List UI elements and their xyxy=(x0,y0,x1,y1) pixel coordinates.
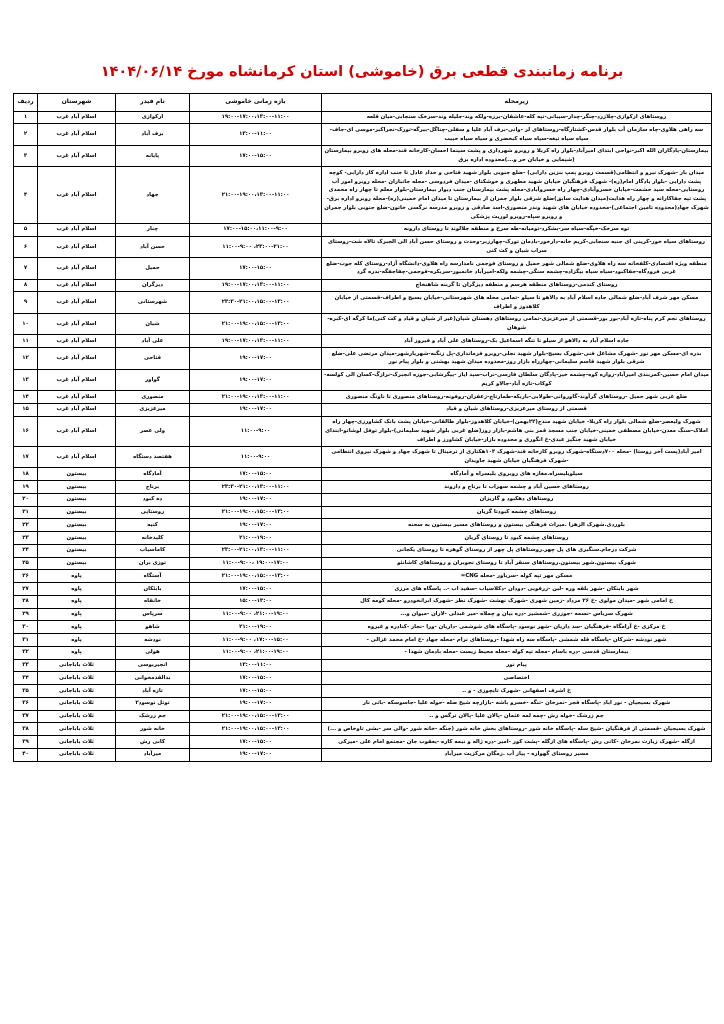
cell-outage-time: ۱۷:۰۰-۱۵:۰۰ xyxy=(190,736,322,749)
cell-city: اسلام آباد غرب xyxy=(38,313,116,335)
cell-feeder-name: علی آباد xyxy=(116,335,190,348)
table-row xyxy=(14,608,712,621)
cell-row-number: ۲۱ xyxy=(14,506,38,519)
table-row xyxy=(14,710,712,723)
table-row xyxy=(14,348,712,370)
cell-row-number: ۳۳ xyxy=(14,659,38,672)
cell-outage-time: ۱۱:۰۰-۹:۰۰ xyxy=(190,416,322,446)
cell-area: ضلع غربی شهر حمیل -روستاهای گرآوند-گاوروانی-طولابی-باربکه-طمارتاچ-زعفران-روفونه-روستاهای منصوری تا ناونگ منصوری xyxy=(322,391,712,404)
cell-row-number: ۲۳ xyxy=(14,532,38,545)
table-row xyxy=(14,391,712,404)
cell-outage-time: ۱۷:۰۰-۱۵:۰۰ xyxy=(190,468,322,481)
cell-outage-time: ۱۷:۰۰-۱۵:۰۰ xyxy=(190,685,322,698)
table-row xyxy=(14,659,712,672)
cell-area: سه راهی هلاوی-چاه سازمان آب بلوار قدس-کشتارگاه-روستاهای لر -وانی-برف آباد علیا و سفلی-چناگل-بیرگه-تورک-نجراکبر-موسی ای-جاف-سیاه سیاه تیغه-سیاه سیاه کبخضری و سیاه سیاه حبیب xyxy=(322,124,712,146)
cell-area: روستاهای نجم کرم پناه-تازه آباد-بور بور-قسمتی از میرعزیزی-تمامی روستاهای دهستان شیان(غیر از شیان و قیاد و کت کنی)ما کرگه ای-کبره-شوهان xyxy=(322,313,712,335)
cell-city: پاوه xyxy=(38,570,116,583)
cell-feeder-name: پایانه xyxy=(116,145,190,167)
cell-row-number: ۷ xyxy=(14,258,38,280)
table-row xyxy=(14,685,712,698)
table-row xyxy=(14,672,712,685)
cell-area: شهرک سرباس -نسمه -جوزری -شمشیر -دره بیان و چملاه -میر عبدلی -لاران -میوان و... xyxy=(322,608,712,621)
cell-city: اسلام آباد غرب xyxy=(38,236,116,258)
cell-city: ثلاث باباجانی xyxy=(38,748,116,761)
cell-area: سیلوبلیسراه.مغازه های روبروی بلیسراه و آمادگاه xyxy=(322,468,712,481)
cell-row-number: ۳۵ xyxy=(14,685,38,698)
table-row xyxy=(14,416,712,446)
cell-row-number: ۳۹ xyxy=(14,736,38,749)
cell-area: پیام نور xyxy=(322,659,712,672)
table-row xyxy=(14,446,712,468)
cell-row-number: ۱۶ xyxy=(14,416,38,446)
cell-row-number: ۳۷ xyxy=(14,710,38,723)
cell-city: اسلام آباد غرب xyxy=(38,292,116,314)
cell-row-number: ۴ xyxy=(14,167,38,224)
table-row xyxy=(14,697,712,710)
cell-city: اسلام آباد غرب xyxy=(38,223,116,236)
cell-area: خ اشرف اصفهانی -شهرک تایچوزی - و .. xyxy=(322,685,712,698)
cell-area: شرکت درجام.سنگبری های پل چهر.روستاهای پل چهر از روستای گوهره تا روستای یکجانی xyxy=(322,544,712,557)
cell-area: شهرک بسیجیان -قسمتی از فرهنگیان -شیخ سله -پاسگاه خانه شور -روستاهای بخش خانه شور (جنگه -خانه شور -والی سر -بشی تاوخاص و ...) xyxy=(322,723,712,736)
cell-row-number: ۱۷ xyxy=(14,446,38,468)
table-header xyxy=(14,93,712,111)
cell-row-number: ۲۷ xyxy=(14,583,38,596)
cell-outage-time: ۱۷:۰۰-۱۵:۰۰ xyxy=(190,258,322,280)
cell-row-number: ۳۲ xyxy=(14,646,38,659)
cell-row-number: ۳۴ xyxy=(14,672,38,685)
cell-outage-time: ۱۹:۰۰-۱۷:۰۰،۱۳:۰۰-۱۱:۰۰ xyxy=(190,279,322,292)
cell-outage-time: ۱۷:۰۰-۱۵:۰۰ xyxy=(190,145,322,167)
cell-row-number: ۱۴ xyxy=(14,391,38,404)
cell-city: ثلاث باباجانی xyxy=(38,723,116,736)
cell-row-number: ۱۵ xyxy=(14,403,38,416)
cell-area: روستاهای سیاه خور-کرینی ای جنبه سنجابی-کریم خانه-دارخور-بادمان تورک-چهارزبر-وحدت و روستای حسن آباد الی الجبرک تالاه شت-روستای سراب شیان و کت کنی xyxy=(322,236,712,258)
table-row xyxy=(14,748,712,761)
cell-row-number: ۳۰ xyxy=(14,621,38,634)
cell-outage-time: ۱۹:۰۰-۱۷:۰۰ xyxy=(190,697,322,710)
column-header-time: بازه زمانی خاموشی xyxy=(190,93,322,111)
table-row xyxy=(14,236,712,258)
cell-city: ثلاث باباجانی xyxy=(38,672,116,685)
cell-outage-time: ۲۱:۰۰-۱۹:۰۰،۱۵:۰۰-۱۳:۰۰ xyxy=(190,313,322,335)
cell-feeder-name: چنار xyxy=(116,223,190,236)
cell-city: اسلام آباد غرب xyxy=(38,403,116,416)
table-row xyxy=(14,481,712,494)
cell-outage-time: ۲۱:۰۰-۱۹:۰۰، ۱۱:۰۰-۹:۰۰ xyxy=(190,646,322,659)
table-row xyxy=(14,570,712,583)
table-row xyxy=(14,335,712,348)
cell-city: پاوه xyxy=(38,646,116,659)
table-row xyxy=(14,468,712,481)
cell-area: خ مرکزی -خ آرامگاه -فرهنگیان -سد داریان -شهر نوسود -پاسگاه های شوشمی -داریان -ورا -نجار -کنادره و غیروه xyxy=(322,621,712,634)
cell-row-number: ۱۱ xyxy=(14,335,38,348)
cell-feeder-name: توزی بران xyxy=(116,557,190,570)
cell-row-number: ۹ xyxy=(14,292,38,314)
table-row xyxy=(14,124,712,146)
cell-area: مسکن مهر تپه کوله -سرباور -محله CNG= xyxy=(322,570,712,583)
cell-feeder-name: خانه شور xyxy=(116,723,190,736)
cell-city: اسلام آباد غرب xyxy=(38,111,116,124)
cell-feeder-name: جهاد xyxy=(116,167,190,224)
cell-row-number: ۳۶ xyxy=(14,697,38,710)
cell-outage-time: ۱۹:۰۰-۱۷:۰۰،۱۳:۰۰-۱۱:۰۰ xyxy=(190,111,322,124)
cell-city: ثلاث باباجانی xyxy=(38,697,116,710)
cell-outage-time: ۲۱:۰۰-۱۹:۰۰،۱۳:۰۰-۱۱:۰۰ xyxy=(190,391,322,404)
cell-city: اسلام آباد غرب xyxy=(38,446,116,468)
cell-feeder-name: فتاحی xyxy=(116,348,190,370)
cell-city: پاوه xyxy=(38,634,116,647)
cell-outage-time: ۱۷:۰۰-۱۵:۰۰ xyxy=(190,672,322,685)
cell-feeder-name: حمیل xyxy=(116,258,190,280)
cell-area: روستاهای ارکوازی-چلازرد-چنگر-چدار-سیبانی-تپه کله-عاشقان-برزه-ولکه وند-جلیله وند-سرخک سنجابی-میان قلعه xyxy=(322,111,712,124)
cell-city: بیستون xyxy=(38,481,116,494)
cell-city: اسلام آباد غرب xyxy=(38,348,116,370)
cell-outage-time: ۱۹:۰۰-۱۷:۰۰ ،۱۱:۰۰-۹:۰۰ xyxy=(190,557,322,570)
cell-city: اسلام آباد غرب xyxy=(38,167,116,224)
table-row xyxy=(14,544,712,557)
cell-feeder-name: سرپاس xyxy=(116,608,190,621)
cell-outage-time: ۱۵:۰۰-۱۳:۰۰ xyxy=(190,595,322,608)
table-row xyxy=(14,519,712,532)
table-row xyxy=(14,279,712,292)
cell-city: اسلام آباد غرب xyxy=(38,258,116,280)
cell-feeder-name: دیزگران xyxy=(116,279,190,292)
cell-row-number: ۱۰ xyxy=(14,313,38,335)
cell-area: مسکن مهر شرف آباد-ضلع شمالی جاده اسلام آباد به دالاهو تا سیلو -تمامی محله های شهرستانی-خیابان بسیج و اطراف-قسمتی از خیابان کلاهدوز و اطراف xyxy=(322,292,712,314)
cell-area: جم زرشک -خوله رش -چمه لمه عثمان -پالان علیا -پالان ترگس و .. xyxy=(322,710,712,723)
cell-area: منطقه ویژه اقتصادی-کلفخانه سه راه هلاوی-ضلع شمالی شهر حمیل و روستای فوجمی نامدارسه راه هلاوی-دانشگاه آزاد-روستای کله جوب-ضلع غربی فرودگاه-جفاکبود-سیاه سیاه بیگزاده-چشمه سنگی-چشمه ولکه-امیرآباد خانمبور-سربکره-فوجمی-چفاجفگه-بدره گرد xyxy=(322,258,712,280)
cell-row-number: ۲۹ xyxy=(14,608,38,621)
cell-row-number: ۱۳ xyxy=(14,369,38,391)
cell-area: قسمتی از روستای میرعزیزی-روستاهای شیان و قیاد xyxy=(322,403,712,416)
cell-area: میدان بار -شهرک نیرو و انتظامی(قسمت روبرو پمپ بنزین دارابی) -ضلع جنوبی بلوار شهید فتاحی و حداد عادل تا جنب اداره کار دارابی- کوچه پشت دارایی -بلوار یادگار امام(ره)- شهرک فرهنگیان خیابان شهید مطهری و خوشکتای -میدان فردوسی -محله جانبازان -محله روبرو امور آب روستایی-محله سید حشمت-خیابان خسروآبادی-چهار راه خسروآبادی-محله پشت بیمارستان جنب دیوار بیمارستان-بلوار معلم تا چهار راه محمدی پشت تپه جفاکارانه و چهار راه هدایت(میدان هدایت سابق)ضلع شرقی بلوار جمران از بیمارستان تا میدان امام خمینی(ره)-محله روبرو اداره برق-شهرک جهاد(محدوده تامین اجتماعی)-محدوده خیابان های شهید وندر منصوری-اسد صادقی و روبرو مدرسه نرگسی خاتون-ضلع جنوبی بلوار جمران و روبرو سپاه-روبرو لوریت پزشکی xyxy=(322,167,712,224)
cell-city: اسلام آباد غرب xyxy=(38,391,116,404)
cell-city: بیستون xyxy=(38,493,116,506)
cell-outage-time: ۱۹:۰۰-۱۷:۰۰ xyxy=(190,519,322,532)
cell-row-number: ۶ xyxy=(14,236,38,258)
cell-row-number: ۵ xyxy=(14,223,38,236)
cell-city: اسلام آباد غرب xyxy=(38,416,116,446)
table-row xyxy=(14,506,712,519)
cell-area: شهر بابنکان -شهر بلقه وره -لین -زرفویی -دودان -دکلاسیاب -سفید اب -.. پاسگاه های مرزی xyxy=(322,583,712,596)
cell-outage-time: ۱۹:۰۰-۱۷:۰۰ xyxy=(190,493,322,506)
table-row xyxy=(14,369,712,391)
cell-outage-time: ۲۱:۰۰-۱۹:۰۰،۱۵:۰۰-۱۳:۰۰ xyxy=(190,570,322,583)
cell-area: بیمارستان-یادگاران الله اکبر-نواحی ابتدای امیرآباد-بلوار راه کربلا و روبرو شهرداری و پشت سینما احسان-کارخانه قند-محله های روبرو بیمارستان (شیمایی و خیابان حر و...)محدوده اداره برق xyxy=(322,145,712,167)
cell-feeder-name: منصوری xyxy=(116,391,190,404)
column-header-city: شهرستان xyxy=(38,93,116,111)
cell-feeder-name: میرعزیزی xyxy=(116,403,190,416)
cell-feeder-name: تازه آباد xyxy=(116,685,190,698)
cell-feeder-name: میرآباد xyxy=(116,748,190,761)
cell-feeder-name: هولی xyxy=(116,646,190,659)
table-row xyxy=(14,583,712,596)
cell-feeder-name: کلیدخانه xyxy=(116,532,190,545)
table-row xyxy=(14,723,712,736)
cell-feeder-name: گواور xyxy=(116,369,190,391)
cell-feeder-name: کنیه xyxy=(116,519,190,532)
cell-city: اسلام آباد غرب xyxy=(38,145,116,167)
cell-outage-time: ۲۳:۰۰-۲۱:۰۰، ۱۱:۰۰-۹:۰۰ xyxy=(190,236,322,258)
cell-city: بیستون xyxy=(38,468,116,481)
cell-outage-time: ۱۹:۰۰-۱۷:۰۰ xyxy=(190,369,322,391)
column-header-area: زیرمحله xyxy=(322,93,712,111)
cell-outage-time: ۲۱:۰۰-۱۹:۰۰،۱۳:۰۰-۱۱:۰۰ xyxy=(190,167,322,224)
cell-area: شهرک بسیجیان - نور اباد -پاسگاه فجر -نمرخان -تنگه -خسرو باشه -بازارچه شیخ صله -حوله علیا -جاسوسکه -باتی نار xyxy=(322,697,712,710)
cell-outage-time: ۱۹:۰۰-۱۷:۰۰،۱۳:۰۰-۱۱:۰۰ xyxy=(190,335,322,348)
cell-feeder-name: نودشه xyxy=(116,634,190,647)
cell-row-number: ۳ xyxy=(14,145,38,167)
cell-feeder-name: ارکوازی xyxy=(116,111,190,124)
cell-row-number: ۲۸ xyxy=(14,595,38,608)
cell-row-number: ۴۰ xyxy=(14,748,38,761)
cell-feeder-name: آستگاه xyxy=(116,570,190,583)
cell-area: امیر آباد(پست آخر روستا) -محله ۷۰۰دستگاه-شهرک روبرو کارخانه قند-شهرک ۱۰۳هکتاری از ترمینال تا شهرک جهاد و شهرک نیروی انتظامی -شهرک فرهنگیان خیابان شهید جاویدان xyxy=(322,446,712,468)
cell-area: شهر نودشه -شرکان -پاسگاه قله شمشی -پاسگاه سه راه شهدا -روستاهای نرام -محله جهاد -خ امام محمد غزالی - xyxy=(322,634,712,647)
cell-outage-time: ۱۳:۰۰-۱۱:۰۰ xyxy=(190,659,322,672)
cell-area: روستاهای دهکبود و گاریزان xyxy=(322,493,712,506)
cell-city: اسلام آباد غرب xyxy=(38,279,116,292)
cell-city: اسلام آباد غرب xyxy=(38,124,116,146)
cell-feeder-name: جم زرشک xyxy=(116,710,190,723)
cell-area: میدان امام حسین-کمربندی امیرآباد-زواره کوه-چشمه خیر-پادگان سلطان فارسی-نراب-سید ایاز -ییگرشابی-جوزه انجبرک-نرازگ-کسان الی کولسه-کوکاب-تازه آباد-جالاو کریم xyxy=(322,369,712,391)
table-row xyxy=(14,634,712,647)
cell-feeder-name: کاماسیاب xyxy=(116,544,190,557)
cell-city: بیستون xyxy=(38,532,116,545)
cell-feeder-name: ولی عصر xyxy=(116,416,190,446)
cell-outage-time: ۲۳:۳۰-۲۱:۰۰،۱۳:۰۰-۱۱:۰۰ xyxy=(190,481,322,494)
cell-row-number: ۱۲ xyxy=(14,348,38,370)
cell-city: پاوه xyxy=(38,608,116,621)
table-body xyxy=(14,111,712,761)
cell-feeder-name: برف آباد xyxy=(116,124,190,146)
cell-outage-time: ۲۱:۰۰-۱۹:۰۰، ۱۱:۰۰-۹:۰۰ xyxy=(190,608,322,621)
cell-area: شهرک بیستون.شهر بیستون.روستاهای سنقر آباد تا روستای نجوبران و روستاهای کاشانئو xyxy=(322,557,712,570)
table-row xyxy=(14,111,712,124)
table-row xyxy=(14,292,712,314)
cell-city: پاوه xyxy=(38,583,116,596)
cell-city: بیستون xyxy=(38,544,116,557)
cell-area: شهرک ولیعصر-ضلع شمالی بلوار راه کربلا- خیابان شهید مندج(۲۲بهمن)-خیابان کلاهدوز-بلوار طالقانی-خیابان پشت بانک کشاورزی-چهار راه املاک-سنگ معدن-خیابان مصطفی خمینی-خیابان جنب مسجد قمر بنی هاشم-بازار روز(ضلع غربی بلوار شهید سلیمانی)-بلوار توفل لوشاتو-ابتدای خیابان شهید جنگیز عبدی-خ انگوری و محدوده بازار-خیابان کشاورز و اطراف xyxy=(322,416,712,446)
cell-city: ثلاث باباجانی xyxy=(38,685,116,698)
cell-outage-time: ۱۱:۰۰-۹:۰۰ xyxy=(190,446,322,468)
cell-row-number: ۱۸ xyxy=(14,468,38,481)
cell-feeder-name: شهرستانی xyxy=(116,292,190,314)
cell-feeder-name: بدالقدمخوانی xyxy=(116,672,190,685)
table-row xyxy=(14,493,712,506)
cell-city: پاوه xyxy=(38,621,116,634)
cell-area: مسیر روستای گهواره - پیاز آب .زمگان مرکزیت میرآباد xyxy=(322,748,712,761)
cell-outage-time: ۱۷:۰۰-۱۵:۰۰،۱۱:۰۰-۹:۰۰ xyxy=(190,223,322,236)
cell-row-number: ۳۸ xyxy=(14,723,38,736)
cell-feeder-name: خانقاه xyxy=(116,595,190,608)
cell-feeder-name: ده کبود xyxy=(116,493,190,506)
cell-area: روستای کندمی-روستاهای منطقه هرسم و منطقه دیزگران تا گربنه شاهنخاچ xyxy=(322,279,712,292)
cell-feeder-name: حسن آباد xyxy=(116,236,190,258)
table-row xyxy=(14,223,712,236)
cell-outage-time: ۲۱:۰۰-۱۹:۰۰،۱۵:۰۰-۱۳:۰۰ xyxy=(190,506,322,519)
cell-feeder-name: بابئکان xyxy=(116,583,190,596)
column-header-row: ردیف xyxy=(14,93,38,111)
cell-city: ثلاث باباجانی xyxy=(38,659,116,672)
cell-city: بیستون xyxy=(38,519,116,532)
cell-area: توه سرخک-خپگه-سیاه سر-بشکرد-تومیانه-طه سرخ و منطقه جلالوند تا روستای دارونه xyxy=(322,223,712,236)
cell-outage-time: ۱۷:۰۰-۱۵:۰۰ xyxy=(190,583,322,596)
cell-area: خ امامی شهر -میدان مولوی -خ ۲۶ مرداد -زمین شهری -شهرک نهشت -شهرک نظر -شهرک ابرانخودرو -محله کومه کال xyxy=(322,595,712,608)
page-title: برنامه زمانبندی قطعی برق (خاموشی) استان کرمانشاه مورخ ۱۴۰۴/۰۶/۱۴ xyxy=(100,64,624,80)
cell-row-number: ۲۴ xyxy=(14,544,38,557)
table-row xyxy=(14,313,712,335)
cell-row-number: ۲۵ xyxy=(14,557,38,570)
column-header-feeder: نام فیدر xyxy=(116,93,190,111)
outage-schedule-table xyxy=(13,93,712,762)
cell-outage-time: ۱۹:۰۰-۱۷:۰۰ xyxy=(190,403,322,416)
table-row xyxy=(14,532,712,545)
cell-row-number: ۲۶ xyxy=(14,570,38,583)
cell-feeder-name: شیان xyxy=(116,313,190,335)
table-row xyxy=(14,736,712,749)
cell-row-number: ۱۹ xyxy=(14,481,38,494)
cell-city: اسلام آباد غرب xyxy=(38,335,116,348)
cell-outage-time: ۲۱:۰۰-۱۹:۰۰،۱۵:۰۰-۱۳:۰۰ xyxy=(190,723,322,736)
table-header-row xyxy=(14,93,712,111)
cell-row-number: ۲۲ xyxy=(14,519,38,532)
cell-area: بلوردی.شهرک الزهرا .میراث فرهنگی بیستون و روستاهای مسیر بیستون به سحنه xyxy=(322,519,712,532)
cell-row-number: ۱ xyxy=(14,111,38,124)
cell-row-number: ۲ xyxy=(14,124,38,146)
table-row xyxy=(14,557,712,570)
table-container xyxy=(0,93,724,762)
cell-area: اختصاصی xyxy=(322,672,712,685)
cell-outage-time: ۱۳:۰۰-۱۱:۰۰ xyxy=(190,124,322,146)
cell-feeder-name: آمادگاه xyxy=(116,468,190,481)
cell-city: بیستون xyxy=(38,506,116,519)
cell-outage-time: ۱۹:۰۰-۱۷:۰۰ xyxy=(190,348,322,370)
cell-feeder-name: روستایی xyxy=(116,506,190,519)
cell-outage-time: ۲۱:۰۰-۱۹:۰۰،۱۵:۰۰-۱۳:۰۰ xyxy=(190,710,322,723)
cell-city: پاوه xyxy=(38,595,116,608)
cell-outage-time: ۱۹:۰۰-۱۷:۰۰ xyxy=(190,748,322,761)
cell-city: ثلاث باباجانی xyxy=(38,710,116,723)
cell-outage-time: ۲۱:۰۰-۱۹:۰۰ xyxy=(190,532,322,545)
cell-outage-time: ۲۳:۳۰-۲۱:۰۰،۱۵:۰۰-۱۳:۰۰ xyxy=(190,292,322,314)
cell-row-number: ۲۰ xyxy=(14,493,38,506)
cell-feeder-name: انجیربوسی xyxy=(116,659,190,672)
cell-row-number: ۳۱ xyxy=(14,634,38,647)
cell-area: روستاهای چشمه کبود تا روستای گریان xyxy=(322,532,712,545)
table-row xyxy=(14,258,712,280)
cell-area: روستاهای حسین آباد و چشمه سهراب تا برناج و داروند xyxy=(322,481,712,494)
cell-feeder-name: برناج xyxy=(116,481,190,494)
cell-city: ثلاث باباجانی xyxy=(38,736,116,749)
table-row xyxy=(14,595,712,608)
cell-feeder-name: توتل نوسود۲ xyxy=(116,697,190,710)
cell-area: روستاهای چشمه کبودتا گریان xyxy=(322,506,712,519)
table-row xyxy=(14,621,712,634)
cell-city: بیستون xyxy=(38,557,116,570)
cell-city: اسلام آباد غرب xyxy=(38,369,116,391)
cell-area: ازگله -شهرک زیارت نمرخان -کانی رش -پاسگاه های ازگله -پشت کور -امیر -دره ژاله و نیمه کاره -یعقوب جان -مجتمع امام علی -میرکی xyxy=(322,736,712,749)
cell-area: بیمارستان قدسی -دره باسام -محله تپه کوله -محله محیط زیست -محله بادمان شهدا - xyxy=(322,646,712,659)
cell-outage-time: ۲۱:۰۰-۱۹:۰۰ xyxy=(190,621,322,634)
cell-feeder-name: هفتصد دستگاه xyxy=(116,446,190,468)
cell-outage-time: ۱۷:۰۰-۱۵:۰۰، ۱۱:۰۰-۹:۰۰ xyxy=(190,634,322,647)
cell-feeder-name: کانی رش xyxy=(116,736,190,749)
cell-area: جاده اسلام آباد به دالاهو از سیلو تا تنگه اسماعیل بک-روستاهای علی آباد و فیروز آباد xyxy=(322,335,712,348)
table-row xyxy=(14,145,712,167)
cell-outage-time: ۲۳:۰۰-۲۱:۰۰،۱۳:۰۰-۱۱:۰۰ xyxy=(190,544,322,557)
table-row xyxy=(14,646,712,659)
cell-row-number: ۸ xyxy=(14,279,38,292)
cell-feeder-name: شاهو xyxy=(116,621,190,634)
table-row xyxy=(14,167,712,224)
cell-area: بدره ای-مسکن مهر نور -شهرک مشاغل فنی-شهرک بسیج-بلوار شهید نجلی-روبرو فرمانداری-پل زنگنه-شهریارشهر-میدان مرتضی علی-ضلع شرقی بلوار شهید قاسم سلیمانی-چهارراه بازار روز-محدوده میدان شهید بهشتی و بلوار پیام نور xyxy=(322,348,712,370)
table-row xyxy=(14,403,712,416)
